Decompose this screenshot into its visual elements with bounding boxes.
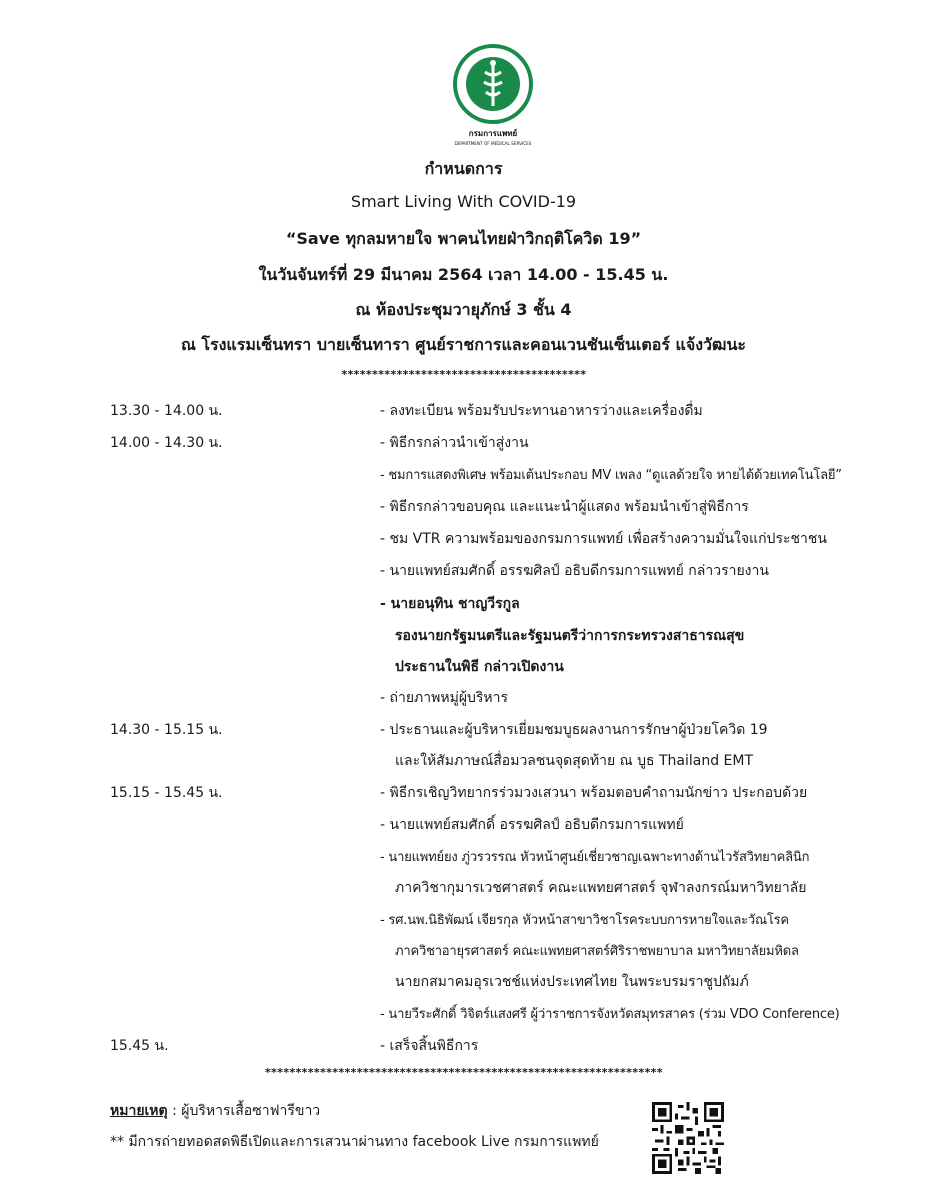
schedule-time: 14.00 - 14.30 น. [110,435,223,451]
schedule-time: 13.30 - 14.00 น. [110,403,223,419]
schedule-item: ภาควิชากุมารเวชศาสตร์ คณะแพทยศาสตร์ จุฬาลงกรณ์มหาวิทยาลัย [395,880,807,896]
schedule-item: - ประธานและผู้บริหารเยี่ยมชมบูธผลงานการรักษาผู้ป่วยโควิด 19 [380,722,768,738]
schedule-item: - พิธีกรกล่าวนำเข้าสู่งาน [380,435,529,451]
schedule-item: และให้สัมภาษณ์สื่อมวลชนจุดสุดท้าย ณ บูธ Thailand EMT [395,753,754,769]
note-label: หมายเหตุ [110,1103,168,1119]
schedule-time: 15.15 - 15.45 น. [110,785,223,801]
event-name: Smart Living With COVID-19 [350,192,577,211]
schedule-item: - พิธีกรเชิญวิทยากรร่วมวงเสวนา พร้อมตอบคำถามนักข่าว ประกอบด้วย [380,785,808,801]
schedule-time: 15.45 น. [110,1038,169,1054]
header-divider: **************************************** [341,368,586,381]
event-date: ในวันจันทร์ที่ 29 มีนาคม 2564 เวลา 14.00 - 15.45 น. [258,265,669,284]
event-slogan: “Save ทุกลมหายใจ พาคนไทยฝ่าวิกฤติโควิด 19” [285,229,642,248]
schedule-item: - ชม VTR ความพร้อมของกรมการแพทย์ เพื่อสร้างความมั่นใจแก่ประชาชน [380,531,827,547]
event-room: ณ ห้องประชุมวายุภักษ์ 3 ชั้น 4 [355,300,572,319]
doc-title: กำหนดการ [424,159,503,178]
footer-divider: ***************************************************************** [264,1066,663,1079]
live-stream-note: ** มีการถ่ายทอดสดพิธีเปิดและการเสวนาผ่านทาง facebook Live กรมการแพทย์ [110,1134,599,1150]
schedule-item: ประธานในพิธี กล่าวเปิดงาน [395,659,564,675]
qr-code [652,1102,724,1174]
schedule-item: - นายอนุทิน ชาญวีรกูล [380,596,520,612]
logo-dept-th: กรมการแพทย์ [468,129,518,138]
schedule-time: 14.30 - 15.15 น. [110,722,223,738]
schedule-item: รองนายกรัฐมนตรีและรัฐมนตรีว่าการกระทรวงสาธารณสุข [395,628,745,644]
note-text: : ผู้บริหารเสื้อซาฟารีขาว [167,1103,321,1119]
schedule-item: นายกสมาคมอุรเวชช์แห่งประเทศไทย ในพระบรมราชูปถัมภ์ [395,974,749,990]
schedule-item: - ถ่ายภาพหมู่ผู้บริหาร [380,690,509,706]
schedule-item: - พิธีกรกล่าวขอบคุณ และแนะนำผู้แสดง พร้อมนำเข้าสู่พิธีการ [380,499,749,515]
schedule-item: - นายแพทย์ยง ภู่วรวรรณ หัวหน้าศูนย์เชี่ยวชาญเฉพาะทางด้านไวรัสวิทยาคลินิก [380,850,810,865]
note-line [110,1100,320,1122]
schedule-item: - ลงทะเบียน พร้อมรับประทานอาหารว่างและเครื่องดื่ม [380,403,703,419]
schedule-item: - เสร็จสิ้นพิธีการ [380,1038,479,1054]
ministry-logo [448,44,538,154]
schedule-item: - รศ.นพ.นิธิพัฒน์ เจียรกุล หัวหน้าสาขาวิชาโรคระบบการหายใจและวัณโรค [380,913,789,928]
schedule-item: ภาควิชาอายุรศาสตร์ คณะแพทยศาสตร์ศิริราชพยาบาล มหาวิทยาลัยมหิดล [395,944,799,959]
schedule-item: - นายแพทย์สมศักดิ์ อรรฆศิลป์ อธิบดีกรมการแพทย์ กล่าวรายงาน [380,563,769,579]
schedule-item: - ชมการแสดงพิเศษ พร้อมเต้นประกอบ MV เพลง “ดูแลด้วยใจ หายได้ด้วยเทคโนโลยี” [380,468,842,483]
logo-dept-en: DEPARTMENT OF MEDICAL SERVICES [454,141,532,146]
schedule-item: - นายวีระศักดิ์ วิจิตร์แสงศรี ผู้ว่าราชการจังหวัดสมุทรสาคร (ร่วม VDO Conference) [380,1007,840,1022]
event-venue: ณ โรงแรมเซ็นทรา บายเซ็นทารา ศูนย์ราชการและคอนเวนชันเซ็นเตอร์ แจ้งวัฒนะ [181,335,746,354]
schedule-item: - นายแพทย์สมศักดิ์ อรรฆศิลป์ อธิบดีกรมการแพทย์ [380,817,684,833]
